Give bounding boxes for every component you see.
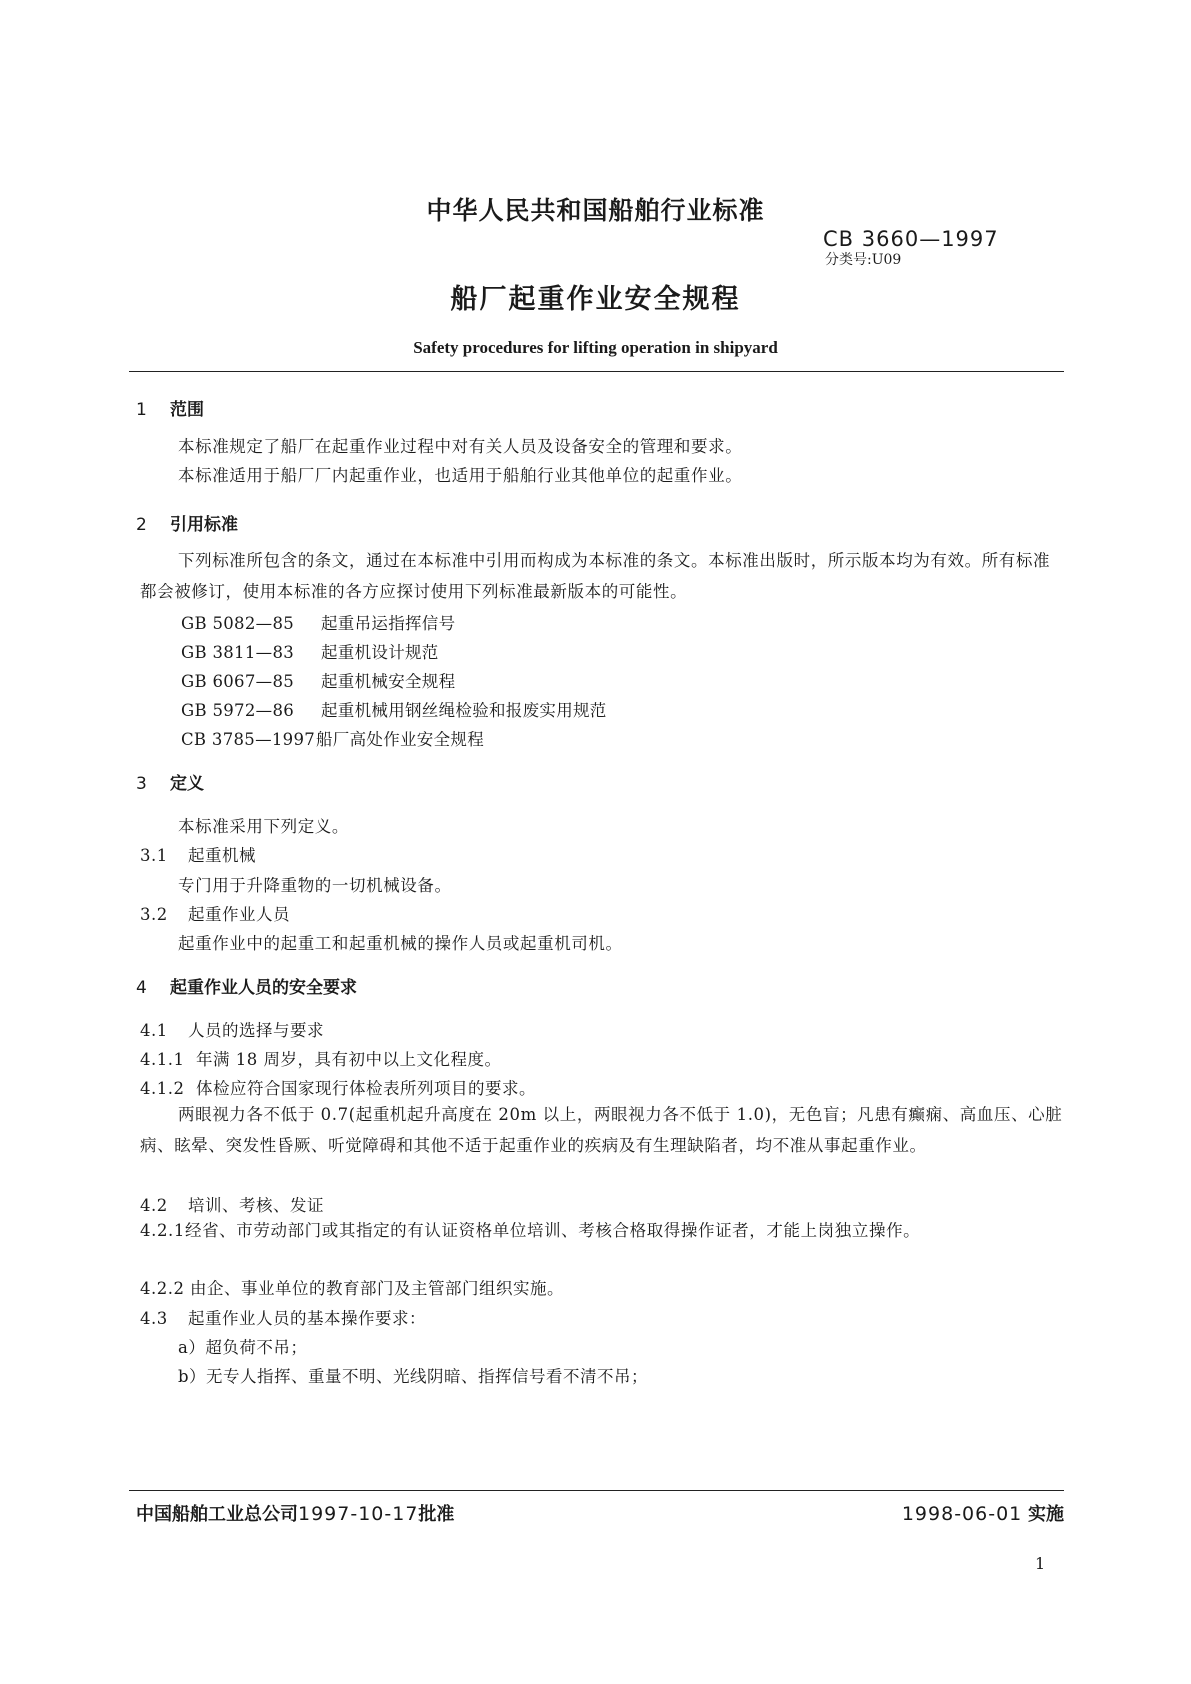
reference-item xyxy=(181,668,455,692)
section-title: 范围 xyxy=(170,400,204,420)
section-number: 2 xyxy=(136,515,147,535)
definition-text: 起重作业中的起重工和起重机械的操作人员或起重机司机。 xyxy=(178,934,623,953)
definition-heading xyxy=(140,842,256,866)
clause-number: 4.1.1 xyxy=(140,1050,185,1069)
clause-number: 4.2.2 xyxy=(140,1279,185,1298)
reference-title: 起重机械安全规程 xyxy=(321,672,456,691)
paragraph: 本标准适用于船厂厂内起重作业，也适用于船舶行业其他单位的起重作业。 xyxy=(178,466,743,485)
document-title-english: Safety procedures for lifting operation in shipyard xyxy=(413,338,778,357)
clause-text: 人员的选择与要求 xyxy=(188,1021,324,1040)
clause-text: 经省、市劳动部门或其指定的有认证资格单位培训、考核合格取得操作证者，才能上岗独立操作。 xyxy=(184,1221,921,1240)
clause xyxy=(140,1215,1064,1246)
reference-title: 起重机设计规范 xyxy=(321,643,439,662)
definition-heading xyxy=(140,901,290,925)
reference-item xyxy=(181,726,484,750)
section-3-heading xyxy=(136,769,204,794)
list-item: b）无专人指挥、重量不明、光线阴暗、指挥信号看不清不吊； xyxy=(178,1367,649,1386)
definition-term: 起重机械 xyxy=(188,846,256,865)
section-number: 3 xyxy=(136,774,147,794)
clause-number: 3.2 xyxy=(140,905,168,924)
clause-number: 4.2.1 xyxy=(140,1221,185,1240)
section-title: 起重作业人员的安全要求 xyxy=(170,978,357,998)
approval-info xyxy=(136,1500,454,1526)
reference-title: 船厂高处作业安全规程 xyxy=(316,730,484,749)
clause-number: 4.1.2 xyxy=(140,1079,185,1098)
footer-divider xyxy=(129,1490,1064,1491)
section-4-heading xyxy=(136,973,357,998)
clause xyxy=(140,1046,502,1070)
effective-label: 实施 xyxy=(1028,1504,1064,1525)
reference-code: CB 3785—1997 xyxy=(181,730,316,749)
reference-code: GB 3811—83 xyxy=(181,643,295,662)
issuer: 中国船舶工业总公司 xyxy=(136,1504,298,1525)
section-1-heading xyxy=(136,395,204,420)
clause-text: 起重作业人员的基本操作要求： xyxy=(188,1309,426,1328)
section-number: 4 xyxy=(136,978,147,998)
clause-number: 4.1 xyxy=(140,1021,168,1040)
paragraph: 两眼视力各不低于 0.7(起重机起升高度在 20m 以上，两眼视力各不低于 1.0)，无色盲；凡患有癫痫、高血压、心脏病、眩晕、突发性昏厥、听觉障碍和其他不适于起重作业的疾病及有生理缺陷者，均不准从事起重作业。 xyxy=(140,1105,1063,1155)
clause xyxy=(140,1305,426,1329)
clause-text: 培训、考核、发证 xyxy=(188,1196,324,1215)
document-title: 船厂起重作业安全规程 xyxy=(450,284,741,315)
section-number: 1 xyxy=(136,400,147,420)
header-divider xyxy=(129,371,1064,372)
clause-number: 3.1 xyxy=(140,846,168,865)
effective-date: 1998-06-01 xyxy=(901,1503,1023,1525)
definition-text: 专门用于升降重物的一切机械设备。 xyxy=(178,876,452,895)
clause xyxy=(140,1075,536,1099)
clause-text: 年满 18 周岁，具有初中以上文化程度。 xyxy=(196,1050,502,1069)
reference-code: GB 5972—86 xyxy=(181,701,295,720)
clause xyxy=(140,1275,564,1299)
paragraph: 下列标准所包含的条文，通过在本标准中引用而构成为本标准的条文。本标准出版时，所示版本均为有效。所有标准都会被修订，使用本标准的各方应探讨使用下列标准最新版本的可能性。 xyxy=(140,551,1051,601)
clause xyxy=(140,1192,324,1216)
clause-number: 4.3 xyxy=(140,1309,168,1328)
clause xyxy=(140,1017,324,1041)
approval-date: 1997-10-17 xyxy=(298,1503,419,1525)
page-number: 1 xyxy=(1035,1554,1046,1573)
list-item: a）超负荷不吊； xyxy=(178,1338,308,1357)
section-title: 引用标准 xyxy=(170,515,238,535)
reference-code: GB 6067—85 xyxy=(181,672,295,691)
standard-number: CB 3660—1997 xyxy=(823,227,999,251)
reference-code: GB 5082—85 xyxy=(181,614,295,633)
reference-item xyxy=(181,697,607,721)
paragraph: 本标准规定了船厂在起重作业过程中对有关人员及设备安全的管理和要求。 xyxy=(178,437,743,456)
reference-title: 起重机械用钢丝绳检验和报废实用规范 xyxy=(321,701,607,720)
clause-number: 4.2 xyxy=(140,1196,168,1215)
approval-label: 批准 xyxy=(418,1504,455,1525)
industry-standard-title: 中华人民共和国船舶行业标准 xyxy=(426,196,765,225)
definition-term: 起重作业人员 xyxy=(188,905,290,924)
reference-item xyxy=(181,610,455,634)
clause-text: 体检应符合国家现行体检表所列项目的要求。 xyxy=(196,1079,536,1098)
clause-text: 由企、事业单位的教育部门及主管部门组织实施。 xyxy=(190,1279,564,1298)
reference-title: 起重吊运指挥信号 xyxy=(321,614,456,633)
classification-number: 分类号:U09 xyxy=(825,252,902,268)
reference-item xyxy=(181,639,439,663)
paragraph: 本标准采用下列定义。 xyxy=(178,817,349,836)
section-title: 定义 xyxy=(170,774,204,794)
effective-info xyxy=(902,1500,1064,1526)
section-2-heading xyxy=(136,510,238,535)
